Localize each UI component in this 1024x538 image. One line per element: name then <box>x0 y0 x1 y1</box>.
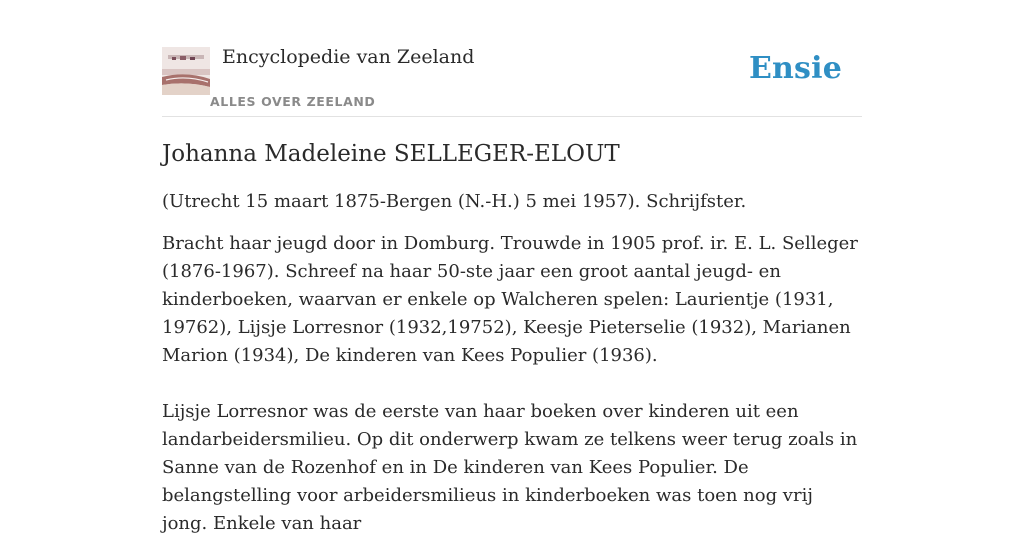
site-header <box>162 44 862 117</box>
brand-logo[interactable]: Ensie <box>748 51 842 86</box>
site-avatar[interactable] <box>162 47 210 95</box>
site-subtitle: ALLES OVER ZEELAND <box>210 94 376 109</box>
article-paragraph: Bracht haar jeugd door in Domburg. Trouwde in 1905 prof. ir. E. L. Selleger (1876-1967). Schreef na haar 50-ste jaar een groot aantal jeugd- en kinderboeken, waarvan er enkele op Walcheren spelen: Laurientje (1931, 19762), Lijsje Lorresnor (1932,19752), Keesje Pieterselie (1932), Marianen Marion (1934), De kinderen van Kees Populier (1936). <box>162 233 858 366</box>
site-title[interactable]: Encyclopedie van Zeeland <box>222 46 475 68</box>
article <box>162 138 862 538</box>
article-title: Johanna Madeleine SELLEGER-ELOUT <box>162 141 620 167</box>
avatar-image <box>162 47 210 95</box>
article-paragraph: Lijsje Lorresnor was de eerste van haar boeken over kinderen uit een landarbeidersmilieu. Op dit onderwerp kwam ze telkens weer terug zoals in Sanne van de Rozenhof en in De kinderen van Kees Populier. De belangstelling voor arbeidersmilieus in kinderboeken was toen nog vrij jong. Enkele van haar <box>162 401 858 534</box>
article-lead: (Utrecht 15 maart 1875-Bergen (N.-H.) 5 mei 1957). Schrijfster. <box>162 191 747 212</box>
